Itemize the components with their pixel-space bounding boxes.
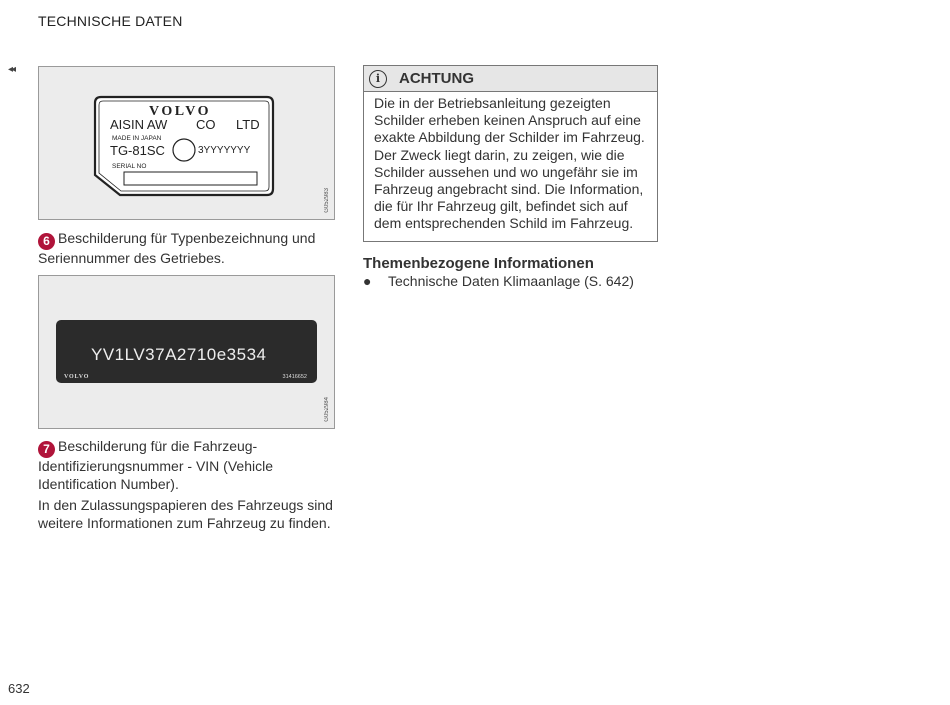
figure-caption-7: [38, 438, 333, 493]
page-number: 632: [8, 681, 30, 696]
transmission-plate-illustration: [39, 67, 334, 219]
vin-plate-illustration: [39, 276, 334, 428]
plate-brand: VOLVO: [149, 104, 211, 119]
info-icon: i: [369, 70, 387, 88]
plate-co: CO: [196, 117, 216, 132]
warning-box: [363, 65, 658, 242]
registration-note: In den Zulassungspapieren des Fahrzeugs sind weitere Informationen zum Fahrzeug zu finden.: [38, 497, 333, 531]
plate-made-in: MADE IN JAPAN: [112, 135, 162, 142]
related-topic-link[interactable]: [363, 273, 634, 289]
plate-maker: AISIN AW: [110, 117, 168, 132]
warning-text: Die in der Betriebsanleitung gezeigten Schilder erheben keinen Anspruch auf eine exakte Abbildung der Schilder im Fahrzeug. Der Zweck liegt darin, zu zeigen, wie die Schilder aussehen und wo ungefähr sie im Fahrzeug angebracht sind. Die Information, die für Ihr Fahrzeug gilt, befindet sich auf dem entsprechenden Schild im Fahrzeug.: [374, 95, 645, 232]
plate-model: TG-81SC: [110, 143, 165, 158]
plate-serial-field: [124, 172, 257, 185]
back-arrows-icon[interactable]: ◂◂: [8, 64, 15, 75]
warning-title: ACHTUNG: [399, 70, 474, 87]
figure-code: G052983: [324, 188, 330, 213]
related-topics-heading: Themenbezogene Informationen: [363, 255, 594, 272]
vin-plate-brand: VOLVO: [64, 374, 90, 380]
vin-number-text: YV1LV37A2710e3534: [91, 345, 267, 364]
figure-transmission-plate: [38, 66, 335, 220]
plate-serial-example: 3YYYYYYY: [198, 145, 251, 156]
vin-plate-part-number: 31416652: [282, 374, 307, 380]
plate-serial-label: SERIAL NO: [112, 163, 147, 170]
page-header-title: TECHNISCHE DATEN: [38, 13, 183, 29]
figure-number-badge: 7: [38, 441, 55, 458]
figure-vin-plate: [38, 275, 335, 429]
warning-header: [364, 66, 657, 92]
caption-text: Beschilderung für die Fahrzeug-Identifizierungsnummer - VIN (Vehicle Identification Number).: [38, 438, 273, 492]
figure-caption-6: [38, 230, 328, 268]
figure-code: G052984: [324, 397, 330, 422]
figure-number-badge: 6: [38, 233, 55, 250]
plate-ltd: LTD: [236, 117, 260, 132]
bullet-icon: ●: [363, 273, 372, 289]
caption-text: Beschilderung für Typenbezeichnung und Seriennummer des Getriebes.: [38, 230, 316, 266]
related-topic-label[interactable]: Technische Daten Klimaanlage (S. 642): [388, 273, 634, 289]
